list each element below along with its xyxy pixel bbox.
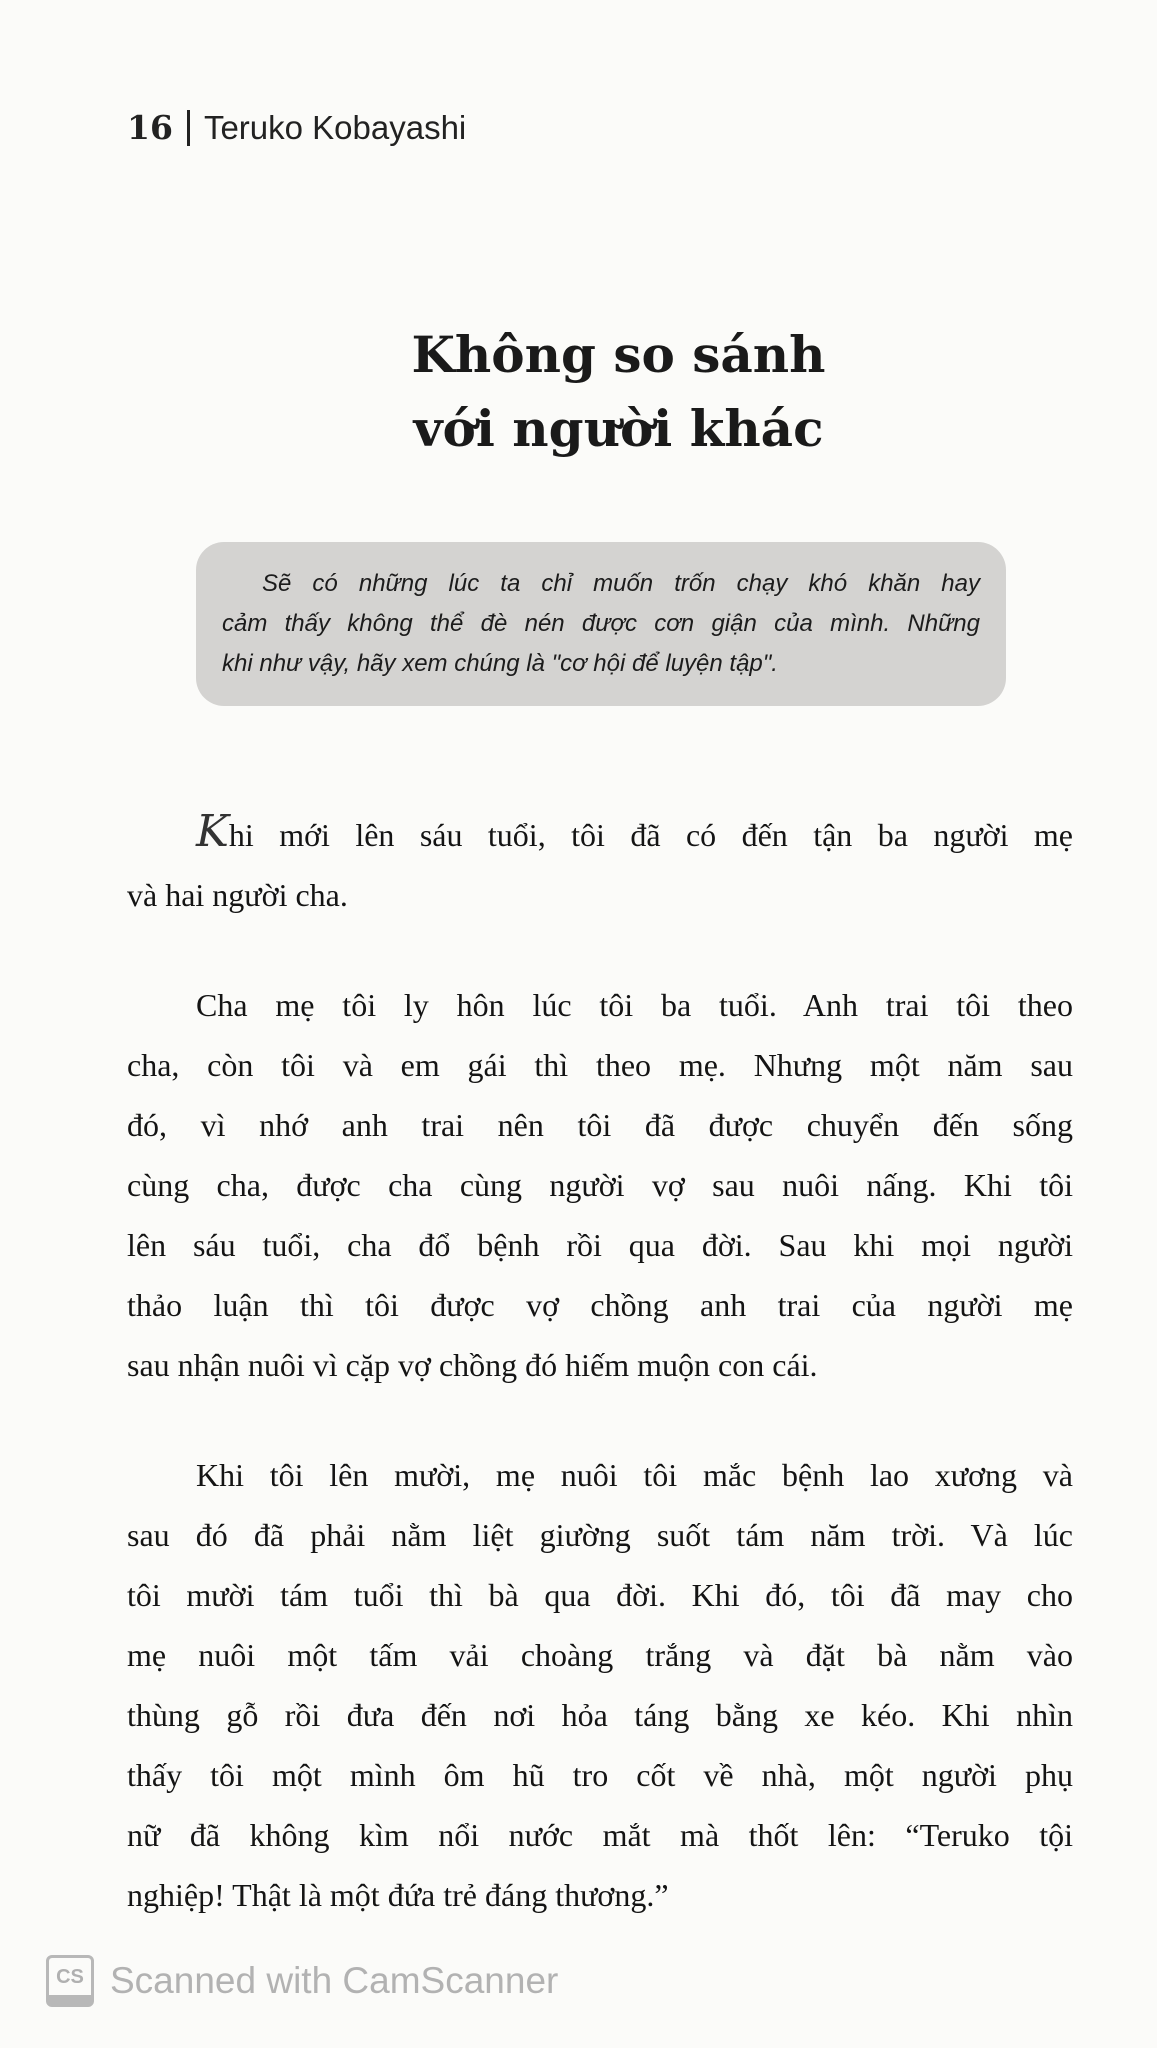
text-line: sau đó đã phải nằm liệt giường suốt tám năm trời. Và lúc (127, 1517, 1073, 1553)
body-text (127, 802, 1073, 1975)
watermark-text: Scanned with CamScanner (110, 1960, 559, 2001)
epigraph-line: cảm thấy không thể đè nén được cơn giận của mình. Những (222, 610, 980, 637)
camscanner-logo-icon: CS (46, 1955, 94, 2007)
epigraph-box (196, 542, 1006, 706)
text-line: và hai người cha. (127, 877, 348, 913)
text-line: cha, còn tôi và em gái thì theo mẹ. Nhưng một năm sau (127, 1047, 1073, 1083)
page-number: 16 (127, 108, 173, 147)
text-line: nghiệp! Thật là một đứa trẻ đáng thương.” (127, 1877, 669, 1913)
paragraph (127, 975, 1073, 1395)
chapter-title (0, 318, 1157, 466)
text-line (127, 802, 1073, 865)
running-header (127, 108, 466, 148)
title-line: với người khác (413, 399, 824, 458)
header-divider (187, 110, 190, 146)
text-line: cùng cha, được cha cùng người vợ sau nuôi nấng. Khi tôi (127, 1167, 1073, 1203)
paragraph (127, 802, 1073, 925)
text-line: tôi mười tám tuổi thì bà qua đời. Khi đó, tôi đã may cho (127, 1577, 1073, 1613)
paragraph (127, 1445, 1073, 1925)
camscanner-watermark (46, 1955, 558, 2007)
text-line: Khi tôi lên mười, mẹ nuôi tôi mắc bệnh lao xương và (196, 1457, 1073, 1493)
drop-cap: K (196, 806, 229, 857)
text-line: nữ đã không kìm nổi nước mắt mà thốt lên: “Teruko tội (127, 1817, 1073, 1853)
text-line: mẹ nuôi một tấm vải choàng trắng và đặt bà nằm vào (127, 1637, 1073, 1673)
text-line-content: hi mới lên sáu tuổi, tôi đã có đến tận ba người mẹ (228, 817, 1073, 853)
epigraph-line: khi như vậy, hãy xem chúng là "cơ hội để luyện tập". (222, 650, 778, 677)
text-line: thấy tôi một mình ôm hũ tro cốt về nhà, một người phụ (127, 1757, 1073, 1793)
text-line: Cha mẹ tôi ly hôn lúc tôi ba tuổi. Anh trai tôi theo (196, 987, 1073, 1023)
epigraph-line: Sẽ có những lúc ta chỉ muốn trốn chạy khó khăn hay (262, 570, 980, 597)
title-line: Không so sánh (411, 325, 826, 384)
author-name: Teruko Kobayashi (203, 109, 467, 146)
text-line: đó, vì nhớ anh trai nên tôi đã được chuyển đến sống (127, 1107, 1073, 1143)
text-line: sau nhận nuôi vì cặp vợ chồng đó hiếm muộn con cái. (127, 1347, 818, 1383)
text-line: thùng gỗ rồi đưa đến nơi hỏa táng bằng xe kéo. Khi nhìn (127, 1697, 1073, 1733)
text-line: thảo luận thì tôi được vợ chồng anh trai của người mẹ (127, 1287, 1073, 1323)
text-line: lên sáu tuổi, cha đổ bệnh rồi qua đời. Sau khi mọi người (127, 1227, 1073, 1263)
